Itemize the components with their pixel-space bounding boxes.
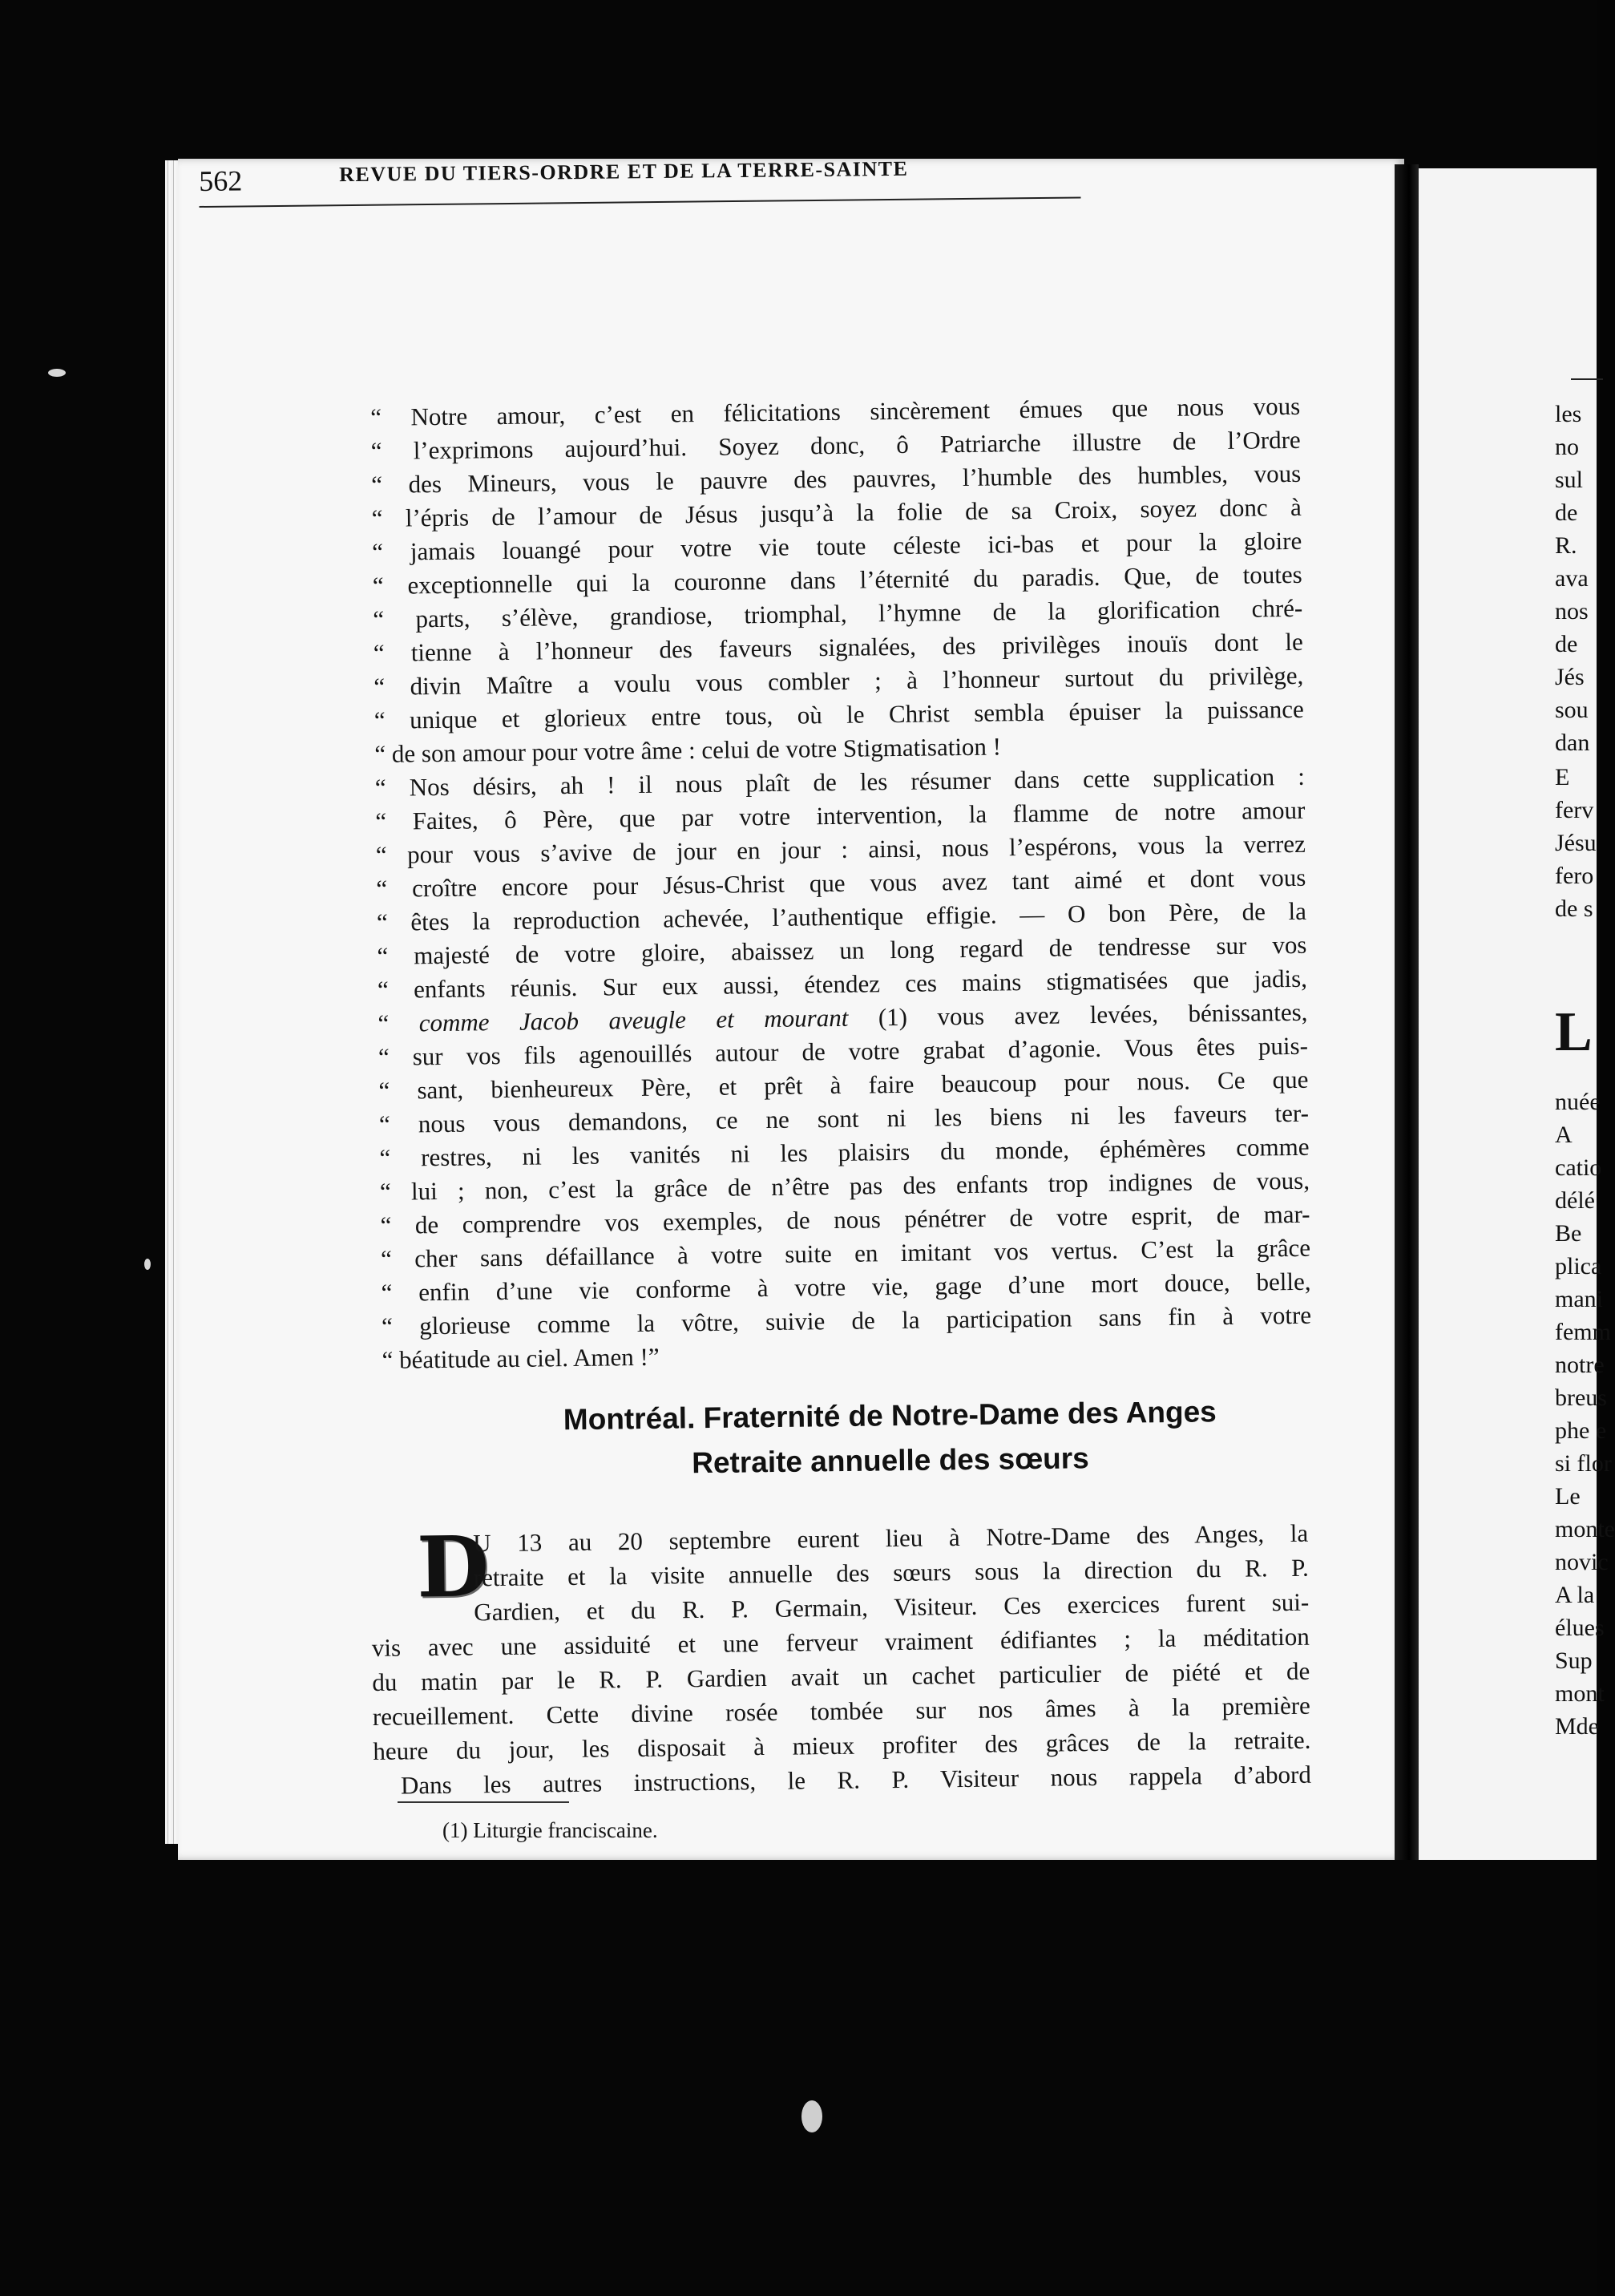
scan-speck [48, 369, 66, 377]
right-page-fragment: catio [1555, 1154, 1602, 1181]
retreat-paragraph [370, 1516, 1311, 1803]
text-line: “ l’épris de l’amour de Jésus jusqu’à la folie de sa Croix, soyez donc à [371, 492, 1302, 532]
right-page-fragment: Sup [1555, 1647, 1593, 1674]
right-page-fragment: breus [1555, 1384, 1607, 1411]
right-page-fragment: sul [1555, 467, 1584, 493]
right-page-fragment: notre [1555, 1352, 1605, 1378]
text-line: vis avec une assiduité et une ferveur vraiment édifiantes ; la méditation [371, 1622, 1310, 1662]
text-line: “ majesté de votre gloire, abaissez un long regard de tendresse sur vos [377, 930, 1307, 970]
text-line: “ de son amour pour votre âme : celui de votre Stigmatisation ! [374, 732, 1002, 768]
right-page-rule [1571, 378, 1603, 380]
text-line-italic: “ comme Jacob aveugle et mourant (1) vous avez levées, bénissantes, [378, 997, 1308, 1037]
text-line: “ parts, s’élève, grandiose, triomphal, l’hymne de la glorification chré- [373, 593, 1303, 633]
right-page-fragment: no [1555, 434, 1579, 460]
text-line: “ nous vous demandons, ce ne sont ni les biens ni les faveurs ter- [378, 1098, 1310, 1138]
right-page-fragment: plica [1555, 1253, 1602, 1279]
right-page-fragment: E [1555, 764, 1570, 790]
right-page-fragment: dan [1555, 730, 1590, 756]
text-line: “ cher sans défaillance à votre suite en imitant vos vertus. C’est la grâce [380, 1233, 1311, 1273]
text-line: retraite et la visite annuelle des sœurs sous la direction du R. P. [473, 1553, 1309, 1592]
text-line: “ sur vos fils agenouillés autour de votre grabat d’agonie. Vous êtes puis- [378, 1031, 1309, 1071]
footnote-rule [398, 1801, 569, 1803]
book-gutter [1395, 164, 1419, 1860]
text-line: “ des Mineurs, vous le pauvre des pauvres, l’humble des humbles, vous [371, 459, 1302, 499]
text-line: recueillement. Cette divine rosée tombée sur nos âmes à la première [372, 1691, 1311, 1731]
right-page-fragment: ferv [1555, 797, 1594, 823]
right-page-fragment: délé [1555, 1187, 1595, 1214]
right-page-fragment: mani [1555, 1286, 1603, 1312]
text-line: U 13 au 20 septembre eurent lieu à Notre-Dame des Anges, la [473, 1518, 1309, 1558]
right-page-fragment: L [1555, 1001, 1593, 1063]
right-page-fragment: de [1555, 631, 1578, 657]
right-page-fragment: sou [1555, 697, 1589, 723]
right-page-fragment: phe e [1555, 1417, 1607, 1444]
right-page-fragment: monte [1555, 1516, 1615, 1542]
right-page-fragment: femm [1555, 1319, 1611, 1345]
text-line: “ Faites, ô Père, que par votre intervention, la flamme de notre amour [375, 795, 1306, 835]
text-line: “ sant, bienheureux Père, et prêt à faire beaucoup pour nous. Ce que [378, 1065, 1309, 1105]
drop-cap-letter: D [416, 1517, 490, 1617]
italic-phrase: comme Jacob aveugle et mourant [418, 1003, 849, 1037]
right-page-fragment: de s [1555, 895, 1593, 922]
text-line: “ unique et glorieux entre tous, où le Christ sembla épuiser la puissance [373, 694, 1304, 734]
scan-speck [801, 2100, 822, 2132]
text-line: “ Notre amour, c’est en félicitations sincèrement émues que nous vous [370, 391, 1301, 431]
right-page-fragment: Be [1555, 1220, 1582, 1247]
right-page-fragment: ava [1555, 565, 1589, 592]
right-page-fragment: novic [1555, 1549, 1609, 1575]
right-page-fragment: les [1555, 401, 1582, 427]
text-line: “ êtes la reproduction achevée, l’authentique effigie. — O bon Père, de la [376, 896, 1307, 936]
right-page-fragment: élues [1555, 1615, 1605, 1641]
right-page-fragment: si flor [1555, 1450, 1612, 1477]
section-heading [449, 1389, 1331, 1489]
page-number: 562 [199, 164, 243, 197]
text-line: “ pour vous s’avive de jour en jour : ainsi, nous l’espérons, vous la verrez [375, 829, 1306, 869]
text-line: “ lui ; non, c’est la grâce de n’être pas des enfants trop indignes de vous, [379, 1166, 1310, 1206]
text-line: heure du jour, les disposait à mieux profiter des grâces de la retraite. [373, 1725, 1311, 1765]
text-line: “ enfin d’une vie conforme à votre vie, gage d’une mort douce, belle, [381, 1267, 1311, 1307]
text-line: “ jamais louangé pour votre vie toute céleste ici-bas et pour la gloire [372, 526, 1302, 566]
section-title-line1: Montréal. Fraternité de Notre-Dame des Anges [563, 1395, 1217, 1437]
footnote: (1) Liturgie franciscaine. [442, 1818, 658, 1842]
right-page-fragment: A [1555, 1122, 1573, 1148]
text-line: “ béatitude au ciel. Amen !” [382, 1342, 660, 1374]
quotation-block [370, 390, 1312, 1377]
footnote-reference: (1) vous avez levées, bénissantes, [848, 997, 1308, 1032]
text-line: du matin par le R. P. Gardien avait un cachet particulier de piété et de [372, 1656, 1310, 1696]
right-page-fragment: Jés [1555, 664, 1585, 690]
text-line: “ glorieuse comme la vôtre, suivie de la participation sans fin à votre [381, 1300, 1312, 1340]
right-page-fragment: A la [1555, 1582, 1595, 1608]
text-line: “ croître encore pour Jésus-Christ que vous avez tant aimé et dont vous [376, 863, 1306, 903]
text-line: “ exceptionnelle qui la couronne dans l’éternité du paradis. Que, de toutes [372, 560, 1302, 600]
right-page-fragment: Mde [1555, 1713, 1599, 1740]
text-line: “ de comprendre vos exemples, de nous pénétrer de votre esprit, de mar- [380, 1199, 1310, 1239]
right-page-fragment: de [1555, 499, 1578, 526]
text-line: “ l’exprimons aujourd’hui. Soyez donc, ô Patriarche illustre de l’Ordre [370, 425, 1301, 465]
right-page-fragment: nuée [1555, 1089, 1601, 1115]
right-page-fragment: nos [1555, 598, 1589, 625]
text-line: “ tienne à l’honneur des faveurs signalées, des privilèges inouïs dont le [373, 627, 1303, 667]
scan-speck [144, 1259, 151, 1270]
text-line: “ enfants réunis. Sur eux aussi, étendez ces mains stigmatisées que jadis, [377, 964, 1308, 1004]
right-page-fragment: mont [1555, 1680, 1605, 1707]
section-title-line2: Retraite annuelle des sœurs [691, 1441, 1089, 1480]
right-page-fragment: fero [1555, 863, 1594, 889]
text-line: “ restres, ni les vanités ni les plaisirs du monde, éphémères comme [379, 1132, 1310, 1172]
text-line: Dans les autres instructions, le R. P. Visiteur nous rappela d’abord [400, 1760, 1312, 1800]
text-line: “ divin Maître a voulu vous combler ; à l’honneur surtout du privilège, [373, 661, 1304, 701]
text-line: Gardien, et du R. P. Germain, Visiteur. Ces exercices furent sui- [474, 1587, 1310, 1627]
right-page-fragment: Le [1555, 1483, 1581, 1510]
text-line: “ Nos désirs, ah ! il nous plaît de les résumer dans cette supplication : [374, 762, 1306, 802]
right-page-fragment: Jésu [1555, 830, 1597, 856]
right-page [1419, 168, 1615, 1860]
right-page-fragment: R. [1555, 532, 1577, 559]
running-title: REVUE DU TIERS-ORDRE ET DE LA TERRE-SAINTE [338, 156, 909, 187]
